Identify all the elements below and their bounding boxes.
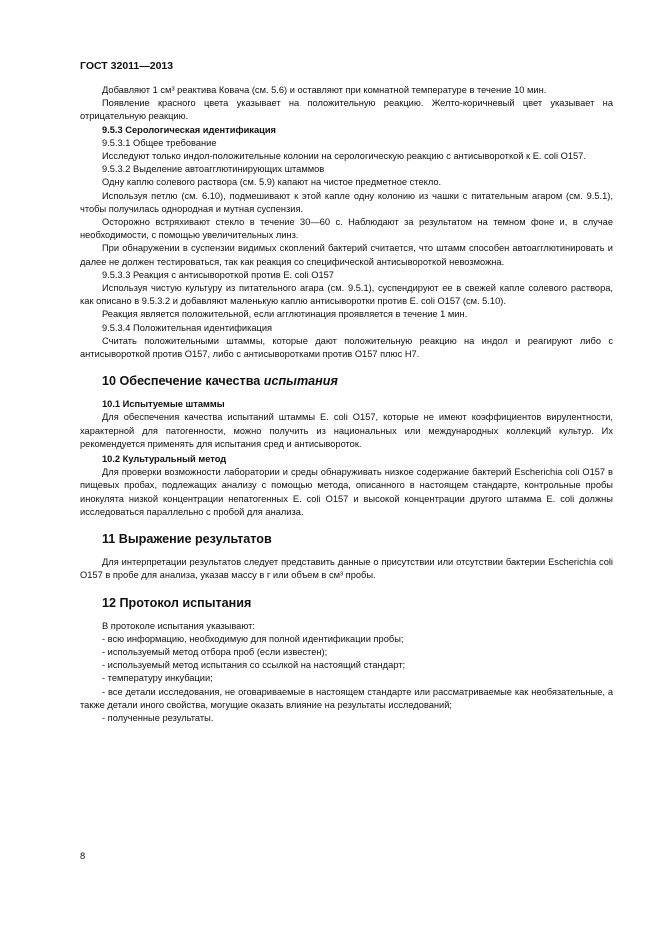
list-item: - температуру инкубации; bbox=[102, 673, 213, 684]
page-number: 8 bbox=[80, 851, 86, 861]
paragraph: Появление красного цвета указывает на положительную реакцию. Желто-коричневый цвет указывает на отрицательную реакцию. bbox=[80, 98, 613, 122]
section-title-10 bbox=[102, 374, 613, 388]
section-title-10-italic: испытания bbox=[263, 374, 338, 389]
paragraph: Исследуют только индол-положительные колонии на серологическую реакцию с антисывороткой к E. coli O157. bbox=[102, 151, 586, 162]
subsection-title-9-5-3-3: 9.5.3.3 Реакция с антисывороткой против E. coli O157 bbox=[102, 269, 334, 280]
list-item: - полученные результаты. bbox=[102, 712, 214, 723]
list-item: - используемый метод отбора проб (если известен); bbox=[102, 646, 328, 657]
subsection-title-9-5-3-4: 9.5.3.4 Положительная идентификация bbox=[102, 322, 273, 333]
subsection-title-9-5-3-2: 9.5.3.2 Выделение автоагглютинирующих штаммов bbox=[102, 164, 325, 175]
document-page bbox=[80, 60, 613, 725]
subsection-title-9-5-3: 9.5.3 Серологическая идентификация bbox=[102, 124, 276, 135]
subsection-title-10-2: 10.2 Культуральный метод bbox=[102, 454, 227, 465]
paragraph: В протоколе испытания указывают: bbox=[102, 620, 255, 631]
subsection-title-9-5-3-1: 9.5.3.1 Общее требование bbox=[102, 137, 217, 148]
paragraph: Для обеспечения качества испытаний штаммы E. coli O157, которые не имеют коэффициентов вирулентности, характерной для патогенности, можно получить из национальных или международных коллекций культур. Их рекомендуется применять для испытания сред и антисывороток. bbox=[80, 412, 613, 449]
paragraph: Для проверки возможности лаборатории и среды обнаруживать низкое содержание бактерий Escherichia coli O157 в пищевых пробах, подлежащих анализу с помощью метода, описанного в настоящем стандарте, контрольные пробы инокулята низкой концентрации непатогенных E. coli O157 и высокой концентрации другого штамма E. coli должны исследоваться параллельно с пробой для анализа. bbox=[80, 467, 613, 517]
paragraph: Считать положительными штаммы, которые дают положительную реакцию на индол и реагируют либо с антисывороткой против O157, либо с антисыворотками против O157 плюс H7. bbox=[80, 335, 613, 360]
section-title-12: 12 Протокол испытания bbox=[102, 595, 252, 610]
paragraph: Реакция является положительной, если агглютинация проявляется в течение 1 мин. bbox=[102, 309, 468, 320]
list-item: - все детали исследования, не оговариваемые в настоящем стандарте или рассматриваемые как необязательные, а также детали иного свойства, могущие оказать влияние на результаты исследований; bbox=[80, 686, 613, 710]
section-title-11: 11 Выражение результатов bbox=[102, 532, 272, 547]
paragraph: Используя петлю (см. 6.10), подмешивают к этой капле одну колонию из чашки с питательным агаром (см. 9.5.1), чтобы получилась однородная и мутная суспензия. bbox=[80, 190, 613, 214]
paragraph: Одну каплю солевого раствора (см. 5.9) капают на чистое предметное стекло. bbox=[102, 177, 442, 188]
list-item: - используемый метод испытания со ссылкой на настоящий стандарт; bbox=[102, 660, 406, 671]
subsection-title-10-1: 10.1 Испытуемые штаммы bbox=[102, 399, 225, 410]
paragraph: Добавляют 1 см³ реактива Ковача (см. 5.6) и оставляют при комнатной температуре в течение 10 мин. bbox=[102, 85, 547, 95]
section-title-10-main: 10 Обеспечение качества bbox=[102, 374, 261, 389]
paragraph: Осторожно встряхивают стекло в течение 30—60 с. Наблюдают за результатом на темном фоне и, в случае необходимости, с помощью увеличительных линз. bbox=[80, 217, 613, 241]
paragraph: Для интерпретации результатов следует представить данные о присутствии или отсутствии бактерии Escherichia coli O157 в пробе для анализа, указав массу в г или объем в см³ пробы. bbox=[80, 557, 613, 581]
list-item: - всю информацию, необходимую для полной идентификации пробы; bbox=[102, 633, 404, 644]
document-header: ГОСТ 32011—2013 bbox=[80, 60, 174, 72]
paragraph: Используя чистую культуру из питательного агара (см. 9.5.1), суспендируют ее в свежей капле солевого раствора, как описано в 9.5.3.2 и добавляют маленькую каплю антисыворотки против E. coli O157 (см. 5.10). bbox=[80, 283, 613, 307]
paragraph: При обнаружении в суспензии видимых скоплений бактерий считается, что штамм способен автоагглютинировать и далее не должен тестироваться, так как реакция со специфической антисывороткой невозможна. bbox=[80, 243, 613, 267]
